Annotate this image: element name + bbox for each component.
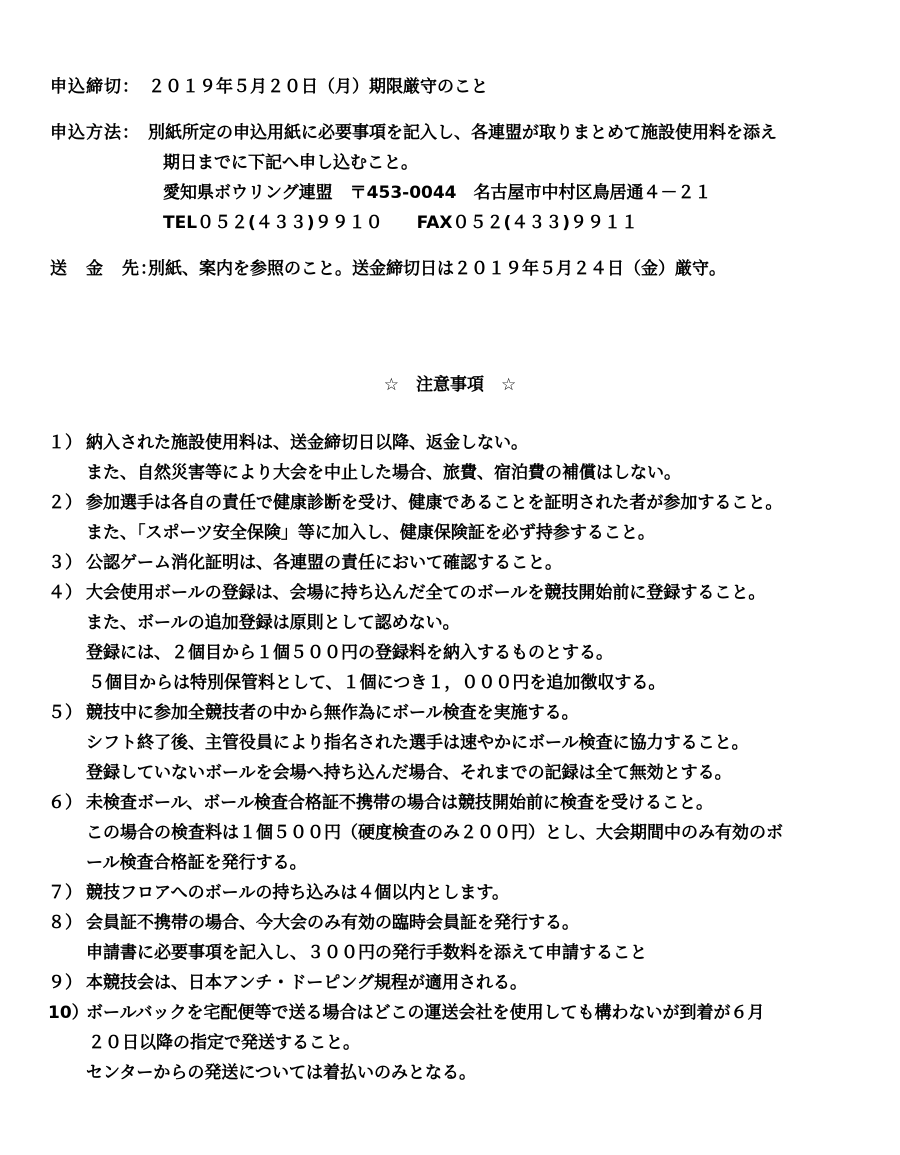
note-number: ５） (48, 703, 82, 723)
note-line: 競技中に参加全競技者の中から無作為にボール検査を実施する。 (86, 703, 579, 723)
note-line: 本競技会は、日本アンチ・ドーピング規程が適用される。 (86, 973, 527, 993)
method-label: 申込方法： (50, 123, 140, 143)
note-line: ５個目からは特別保管料として、１個につき１，０００円を追加徴収する。 (88, 673, 666, 693)
deadline-text: ２０１９年５月２０日（月）期限厳守のこと (148, 77, 488, 97)
note-line: 競技フロアへのボールの持ち込みは４個以内とします。 (86, 883, 509, 903)
note-line: 参加選手は各自の責任で健康診断を受け、健康であることを証明された者が参加すること。 (86, 493, 783, 513)
note-number: ９） (48, 973, 82, 993)
note-number: ４） (48, 583, 82, 603)
remit-text: 別紙、案内を参照のこと。送金締切日は２０１９年５月２４日（金）厳守。 (148, 259, 726, 279)
note-number: ８） (48, 913, 82, 933)
note-line: センターからの発送については着払いのみとなる。 (86, 1063, 476, 1083)
note-line: ボールバックを宅配便等で送る場合はどこの運送会社を使用しても構わないが到着が６月 (86, 1003, 765, 1023)
note-line: この場合の検査料は１個５００円（硬度検査のみ２００円）とし、大会期間中のみ有効のボ (86, 823, 783, 843)
method-phone-fax: TEL０５２(４３３)９９１０ FAX０５２(４３３)９９１１ (163, 213, 639, 233)
note-number: ７） (48, 883, 82, 903)
note-number: ３） (48, 553, 82, 573)
note-line: また、自然災害等により大会を中止した場合、旅費、宿泊費の補償はしない。 (86, 463, 681, 483)
note-line: 申請書に必要事項を記入し、３００円の発行手数料を添えて申請すること (86, 943, 647, 963)
note-line: また、ボールの追加登録は原則として認めない。 (86, 613, 460, 633)
note-line: ２０日以降の指定で発送すること。 (88, 1033, 360, 1053)
note-number: 10） (48, 1003, 89, 1023)
note-line: 納入された施設使用料は、送金締切日以降、返金しない。 (86, 433, 528, 453)
note-line: 登録していないボールを会場へ持ち込んだ場合、それまでの記録は全て無効とする。 (86, 763, 732, 783)
notes-title: ☆ 注意事項 ☆ (383, 375, 517, 395)
note-line: 大会使用ボールの登録は、会場に持ち込んだ全てのボールを競技開始前に登録すること。 (86, 583, 766, 603)
note-line: 未検査ボール、ボール検査合格証不携帯の場合は競技開始前に検査を受けること。 (86, 793, 713, 813)
note-line: シフト終了後、主管役員により指名された選手は速やかにボール検査に協力すること。 (86, 733, 749, 753)
deadline-label: 申込締切： (50, 77, 140, 97)
note-line: 会員証不携帯の場合、今大会のみ有効の臨時会員証を発行する。 (86, 913, 579, 933)
note-number: ２） (48, 493, 82, 513)
method-address: 愛知県ボウリング連盟 〒453-0044 名古屋市中村区鳥居通４－２１ (163, 183, 712, 203)
note-number: ６） (48, 793, 82, 813)
note-number: １） (48, 433, 82, 453)
note-line: 公認ゲーム消化証明は、各連盟の責任において確認すること。 (86, 553, 562, 573)
note-line: 登録には、２個目から１個５００円の登録料を納入するものとする。 (86, 643, 613, 663)
note-line: また、「スポーツ安全保険」等に加入し、健康保険証を必ず持参すること。 (86, 523, 655, 543)
note-line: ール検査合格証を発行する。 (86, 853, 307, 873)
method-line-1: 別紙所定の申込用紙に必要事項を記入し、各連盟が取りまとめて施設使用料を添え (148, 123, 777, 143)
remit-label: 送 金 先： (50, 259, 158, 279)
method-line-2: 期日までに下記へ申し込むこと。 (163, 153, 418, 173)
